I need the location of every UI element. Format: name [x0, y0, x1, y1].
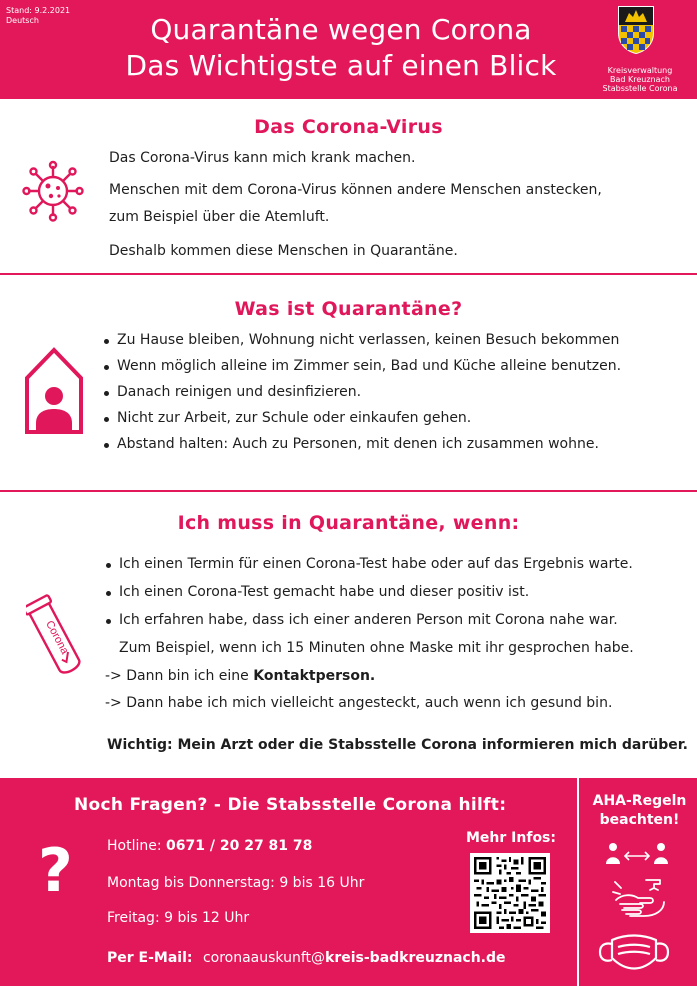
title-line-1: Quarantäne wegen Corona — [150, 13, 532, 46]
more-info-label: Mehr Infos: — [466, 830, 556, 846]
test-tube-icon — [26, 590, 86, 686]
list-item: Wenn möglich alleine im Zimmer sein, Bad und Küche alleine benutzen. — [103, 358, 621, 375]
contact-footer — [0, 778, 697, 986]
contact-person-note — [105, 668, 375, 685]
list-item: Abstand halten: Auch zu Personen, mit denen ich zusammen wohne. — [103, 436, 621, 453]
house-person-icon — [23, 346, 85, 436]
email-address[interactable] — [203, 950, 506, 966]
email-line — [107, 950, 506, 966]
virus-icon — [22, 160, 84, 222]
section-divider-1 — [0, 273, 697, 275]
contact-person-term: Kontaktperson. — [253, 668, 376, 684]
qr-code-pattern — [474, 857, 546, 929]
list-item: Ich erfahren habe, dass ich einer anderen Person mit Corona nahe war. — [105, 612, 633, 629]
virus-paragraph-2-line-1: Menschen mit dem Corona-Virus können andere Menschen anstecken, — [109, 182, 602, 198]
hand-wash-icon — [610, 876, 668, 922]
version-info — [6, 6, 70, 26]
coat-of-arms — [617, 5, 655, 55]
footer-divider — [577, 778, 579, 986]
hotline-number[interactable]: 0671 / 20 27 81 78 — [166, 838, 313, 854]
item-continuation: Zum Beispiel, wenn ich 15 Minuten ohne Maske mit ihr gesprochen habe. — [119, 640, 634, 656]
quarantine-section-title: Was ist Quarantäne? — [234, 298, 463, 320]
language-label: Deutsch — [6, 16, 39, 25]
list-item: Zu Hause bleiben, Wohnung nicht verlassen, keinen Besuch bekommen — [103, 332, 621, 349]
qr-code[interactable] — [470, 853, 550, 933]
org-line-1: Kreisverwaltung — [607, 66, 673, 75]
title-line-2: Das Wichtigste auf einen Blick — [125, 49, 557, 82]
page-title — [100, 12, 582, 84]
quarantine-conditions-list — [105, 556, 633, 629]
email-local-part: coronaauskunft@ — [202, 950, 326, 966]
distance-icon — [605, 842, 669, 866]
stand-date: Stand: 9.2.2021 — [6, 6, 71, 15]
virus-paragraph-3: Deshalb kommen diese Menschen in Quarantäne. — [109, 243, 458, 259]
section-divider-2 — [0, 490, 697, 492]
hotline-label: Hotline: — [107, 838, 167, 854]
hours-mon-thu: Montag bis Donnerstag: 9 bis 16 Uhr — [107, 875, 365, 891]
list-item: Nicht zur Arbeit, zur Schule oder einkaufen gehen. — [103, 410, 621, 427]
tube-label: Corona — [43, 618, 71, 657]
org-line-2: Bad Kreuznach — [609, 75, 670, 84]
list-item: Danach reinigen und desinfizieren. — [103, 384, 621, 401]
virus-paragraph-2-line-2: zum Beispiel über die Atemluft. — [109, 209, 330, 225]
hotline — [107, 838, 312, 854]
infection-note: -> Dann habe ich mich vielleicht angesteckt, auch wenn ich gesund bin. — [105, 695, 613, 711]
organisation-name — [590, 66, 690, 93]
important-note: Wichtig: Mein Arzt oder die Stabsstelle Corona informieren mich darüber. — [107, 737, 688, 753]
hours-fri: Freitag: 9 bis 12 Uhr — [107, 910, 250, 926]
org-line-3: Stabsstelle Corona — [602, 84, 678, 93]
when-section-title: Ich muss in Quarantäne, wenn: — [177, 512, 520, 534]
list-item: Ich einen Corona-Test gemacht habe und dieser positiv ist. — [105, 584, 633, 601]
mask-icon — [598, 930, 670, 976]
footer-title: Noch Fragen? - Die Stabsstelle Corona hilft: — [74, 795, 507, 815]
list-item: Ich einen Termin für einen Corona-Test habe oder auf das Ergebnis warte. — [105, 556, 633, 573]
email-label: Per E-Mail: — [107, 950, 193, 966]
email-domain: kreis-badkreuznach.de — [325, 950, 506, 966]
aha-line-2: beachten! — [599, 812, 680, 828]
question-mark-icon: ? — [38, 836, 73, 906]
virus-section-title: Das Corona-Virus — [254, 116, 443, 138]
aha-line-1: AHA-Regeln — [592, 793, 687, 809]
aha-rules-title — [582, 792, 697, 830]
virus-paragraph-1: Das Corona-Virus kann mich krank machen. — [109, 150, 416, 166]
header-banner — [0, 0, 697, 99]
arrow-1-prefix: -> Dann bin ich eine — [105, 668, 254, 684]
quarantine-rules-list — [103, 332, 621, 453]
